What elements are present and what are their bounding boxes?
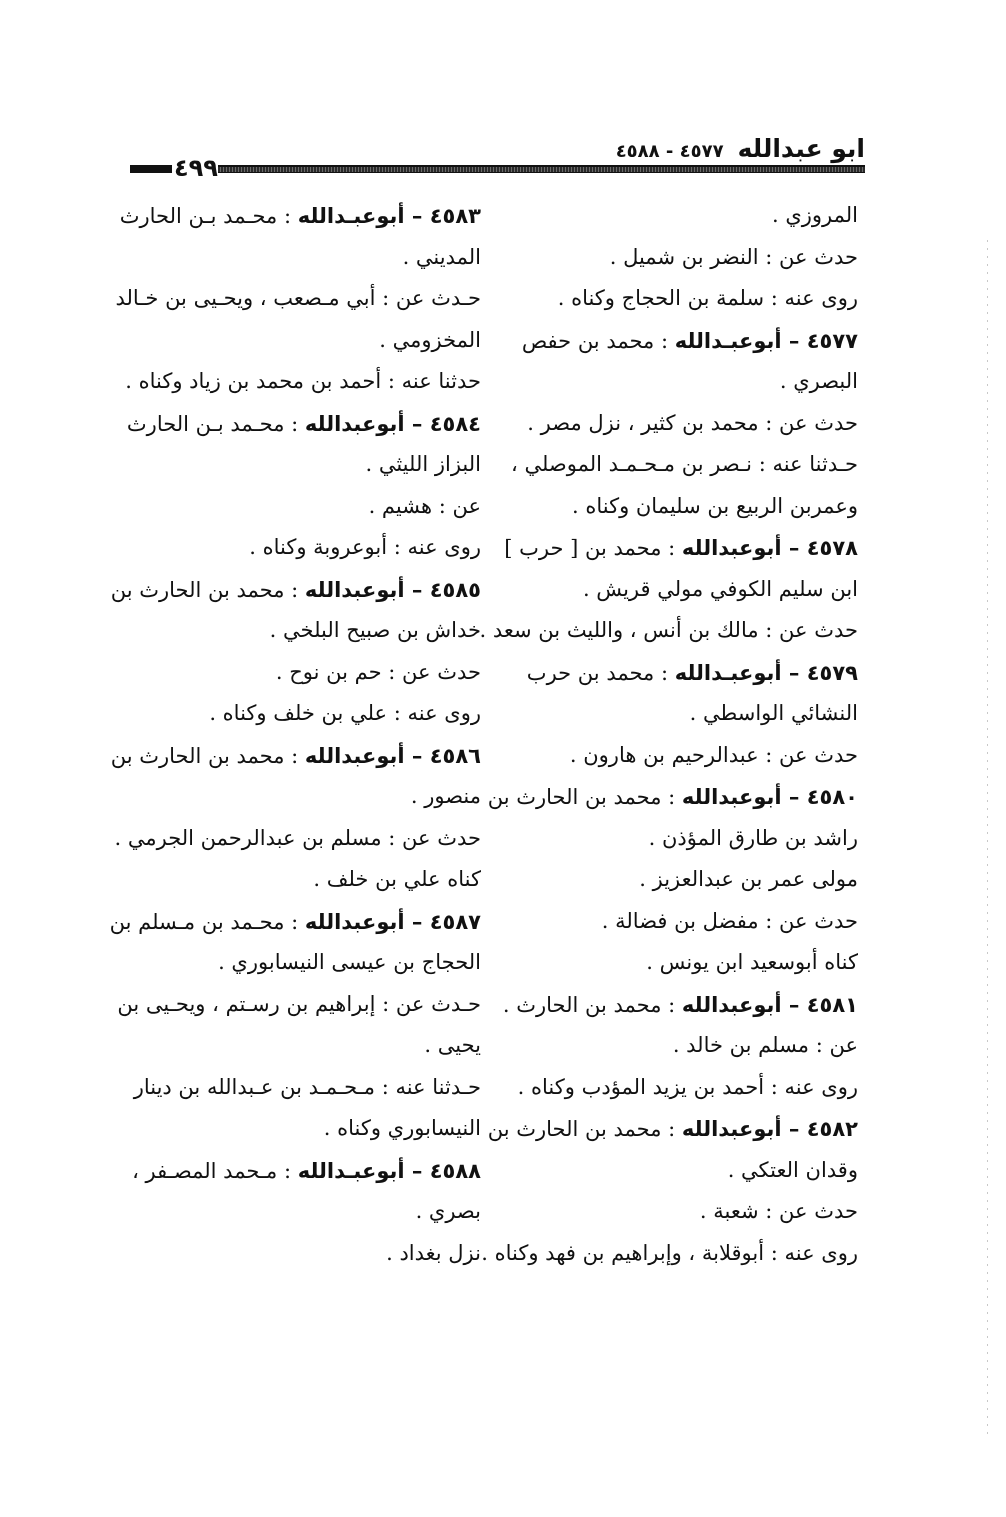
text-line: روى عنه : علي بن خلف وكناه . (209, 701, 481, 725)
entry-number: ٤٥٨٤ (429, 411, 481, 436)
entry-name-text: : محمد بن الحارث . (502, 992, 682, 1017)
entry-number: ٤٥٨٠ (806, 785, 858, 809)
entry-dash: – (404, 410, 430, 436)
entry-name-text: : محمد بن الحارث بن (487, 1117, 682, 1141)
text-line: البصري . (779, 369, 858, 393)
entry-heading-line (109, 901, 481, 943)
page-number-bar (130, 165, 172, 173)
text-line: روى عنه : أبوعروبة وكناه . (249, 535, 481, 559)
entry-dash: – (404, 576, 430, 602)
text-line: حدث عن : حم بن نوح . (275, 659, 481, 684)
entry-number: ٤٥٧٩ (806, 660, 858, 685)
entry-number: ٤٥٨٢ (806, 1117, 858, 1141)
entry-name-text: : محـمد بـن الحارث (119, 204, 298, 228)
entry-name-text: : محمد بن الحارث بن (110, 577, 305, 602)
text-line: حـدثنا عنه : نـصر بن مـحـمـد الموصلي ، (510, 452, 858, 476)
text-line: منصور . (410, 784, 481, 808)
entry-dash: – (404, 203, 430, 228)
entry-kunya: أبوعبدالله (681, 992, 782, 1017)
entry-number: ٤٥٨١ (806, 992, 858, 1017)
page-edge-mark (987, 240, 988, 1440)
text-line: النشائي الواسطي . (689, 701, 858, 725)
running-header (130, 124, 865, 184)
entry-kunya: أبوعبـدالله (297, 1158, 405, 1183)
entry-heading-line (487, 1108, 858, 1150)
text-line: المديني . (402, 244, 481, 269)
header-title-group (616, 134, 865, 163)
entry-heading-line (110, 569, 481, 611)
entry-heading-line (504, 527, 858, 569)
text-line: نزل بغداد . (386, 1240, 481, 1265)
text-line: ابن سليم الكوفي مولي قريش . (582, 576, 858, 601)
entry-dash: – (404, 1157, 430, 1183)
text-line: حدثنا عنه : أحمد بن محمد بن زياد وكناه . (125, 369, 481, 393)
text-line: حدث عن : محمد بن كثير ، نزل مصر . (527, 410, 858, 435)
entry-kunya: أبوعبدالله (681, 785, 782, 809)
text-line: المروزي . (771, 203, 858, 227)
right-column (479, 195, 858, 1274)
text-line: روى عنه : أبوقلابة ، وإبراهيم بن فهد وكناه . (481, 1240, 858, 1265)
entry-name-text: : محمد بن الحارث بن (487, 785, 682, 809)
text-line: الحجاج بن عيسى النيسابوري . (218, 950, 481, 974)
entry-name-text: : محـمد بـن الحارث (126, 411, 305, 436)
entry-name-text: : محمد بن حرب (526, 660, 675, 685)
entry-heading-line (518, 320, 858, 362)
text-line: حدث عن : مالك بن أنس ، والليث بن سعد . (479, 618, 858, 642)
entry-dash: – (781, 991, 807, 1017)
entry-heading-line (502, 984, 858, 1026)
header-title: ابو عبدالله (737, 134, 865, 163)
entry-dash: – (781, 784, 807, 809)
entry-number: ٤٥٨٨ (429, 1158, 481, 1183)
text-line: البزاز الليثي . (365, 452, 481, 476)
entry-dash: – (404, 908, 430, 934)
entry-number: ٤٥٧٧ (806, 328, 858, 353)
header-rule (218, 165, 865, 173)
header-entry-range: ٤٥٧٧ - ٤٥٨٨ (615, 141, 724, 162)
text-line: عن : هشيم . (368, 493, 481, 518)
entry-dash: – (781, 659, 807, 685)
text-line: روى عنه : سلمة بن الحجاج وكناه . (557, 286, 858, 310)
entry-name-text: : محـمد بن مـسلم بن (109, 909, 305, 934)
entry-kunya: أبوعبـدالله (674, 328, 782, 353)
entry-number: ٤٥٨٧ (429, 909, 481, 934)
entry-name-text: : محمد بن الحارث بن (110, 743, 305, 768)
entry-dash: – (781, 535, 807, 560)
entry-kunya: أبوعبدالله (304, 577, 405, 602)
entry-kunya: أبوعبدالله (304, 909, 405, 934)
text-line: مولى عمر بن عبدالعزيز . (639, 867, 858, 891)
entry-number: ٤٥٨٣ (429, 204, 481, 228)
entry-name-text: : محمد بن حفص (521, 328, 675, 353)
entry-heading-line (487, 776, 858, 818)
text-line: وقدان العتكي . (727, 1157, 858, 1182)
entry-name-text: : محمد بن [ حرب ] (504, 536, 682, 560)
text-line: يحيى . (424, 1033, 481, 1057)
text-line: عن : مسلم بن خالد . (672, 1033, 858, 1057)
entry-number: ٤٥٨٥ (429, 577, 481, 602)
text-line: روى عنه : أحمد بن يزيد المؤدب وكناه . (517, 1074, 858, 1099)
entry-name-text: : مـحمد المصـفر ، (132, 1158, 298, 1183)
text-line: المخزومي . (379, 327, 481, 352)
text-line: راشد بن طارق المؤذن . (648, 825, 858, 850)
entry-kunya: أبوعبدالله (681, 1117, 782, 1141)
text-line: حـدث عن : أبي مـصعب ، ويحـيى بن خـالد (115, 286, 481, 310)
text-line: كناه علي بن خلف . (313, 867, 481, 891)
text-line: حدث عن : عبدالرحيم بن هارون . (569, 742, 858, 767)
text-line: وعمربن الربيع بن سليمان وكناه . (571, 493, 858, 518)
entry-dash: – (781, 327, 807, 353)
entry-kunya: أبوعبـدالله (297, 204, 405, 228)
text-line: حـدث عن : إبراهيم بن رسـتم ، ويحـيى بن (117, 991, 481, 1016)
entry-kunya: أبوعبـدالله (674, 660, 782, 685)
entry-kunya: أبوعبدالله (304, 411, 405, 436)
page-number: ٤٩٩ (174, 154, 218, 182)
entry-dash: – (781, 1116, 807, 1141)
left-column (109, 195, 481, 1274)
text-line: حدث عن : مسلم بن عبدالرحمن الجرمي . (114, 825, 481, 850)
text-line: خداش بن صبيح البلخي . (269, 618, 481, 642)
entry-heading-line (132, 1150, 481, 1192)
entry-kunya: أبوعبدالله (304, 743, 405, 768)
entry-heading-line (110, 735, 481, 777)
entry-number: ٤٥٨٦ (429, 743, 481, 768)
text-line: بصري . (415, 1199, 481, 1223)
entry-heading-line (119, 195, 481, 237)
entry-heading-line (518, 652, 858, 694)
text-line: حـدثنا عنه : مـحـمـد بن عـبدالله بن دينار (133, 1074, 481, 1099)
text-line: حدث عن : النضر بن شميل . (609, 244, 858, 269)
text-line: النيسابوري وكناه . (323, 1116, 481, 1140)
entry-number: ٤٥٧٨ (806, 536, 858, 560)
text-line: حدث عن : شعبة . (699, 1199, 858, 1223)
text-line: كناه أبوسعيد ابن يونس . (646, 950, 858, 974)
text-line: حدث عن : مفضل بن فضالة . (601, 908, 858, 933)
entry-heading-line (126, 403, 481, 445)
entry-kunya: أبوعبدالله (681, 536, 782, 560)
entry-dash: – (404, 742, 430, 768)
